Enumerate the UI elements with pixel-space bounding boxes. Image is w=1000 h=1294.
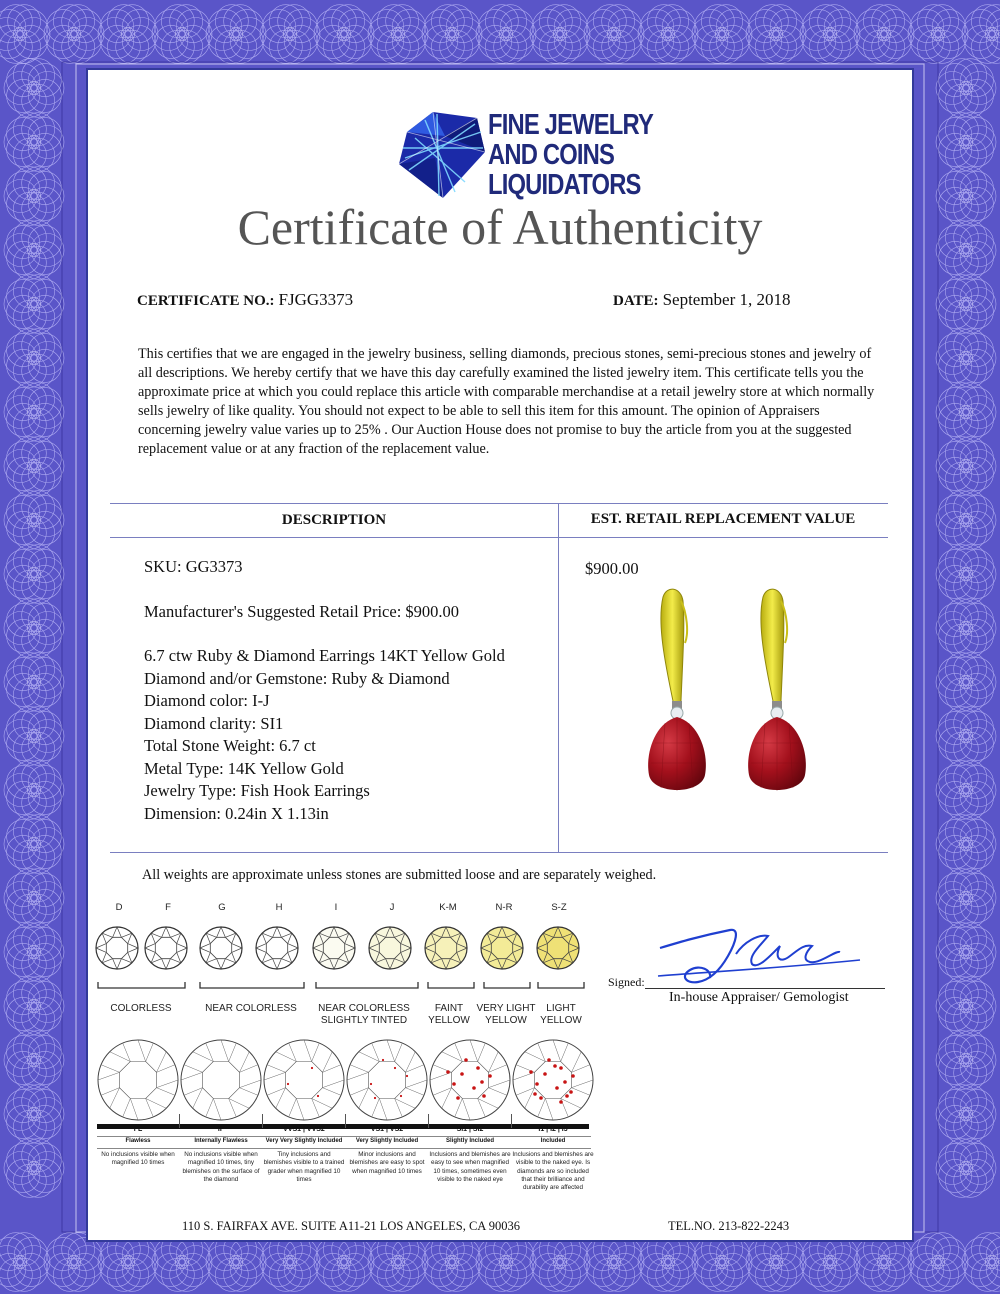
detail-line: Jewelry Type: Fish Hook Earrings: [144, 781, 370, 800]
certificate-date: September 1, 2018: [662, 290, 791, 309]
date-label: DATE:: [613, 293, 659, 309]
clarity-grade-description: Minor inclusions and blemishes are easy to spot when magnified 10 times: [349, 1151, 425, 1175]
color-grade-letter: G: [218, 902, 226, 913]
detail-line: Total Stone Weight: 6.7 ct: [144, 736, 316, 755]
clarity-grade-description: No inclusions visible when magnified 10 times: [101, 1151, 175, 1167]
table-bottom-rule: [110, 852, 888, 853]
clarity-diamond-icon: [513, 1040, 593, 1120]
right-earring: [748, 589, 806, 791]
detail-line: Diamond clarity: SI1: [144, 713, 284, 733]
table-header-rule: [110, 537, 888, 538]
clarity-grade-code: I1 | I2 | I3: [538, 1126, 568, 1133]
clarity-grade-description: Inclusions and blemishes are visible to the naked eye. Is diamonds are so included that their brilliance and durability are affected: [512, 1151, 594, 1192]
logo-line-3: LIQUIDATORS: [488, 169, 641, 201]
logo-line-2: AND COINS: [488, 139, 615, 171]
clarity-grade-name: Slightly Included: [445, 1138, 494, 1144]
certificate-number: FJGG3373: [278, 290, 354, 309]
logo-line-1: FINE JEWELRY: [488, 109, 654, 141]
color-group-label: NEAR COLORLESS: [205, 1003, 297, 1014]
clarity-diamond-icon: [98, 1040, 178, 1120]
signed-label: Signed:: [608, 975, 645, 989]
detail-line: 6.7 ctw Ruby & Diamond Earrings 14KT Yellow Gold: [144, 646, 505, 665]
logo-wordmark: [488, 110, 653, 200]
gem-logo-icon: [395, 108, 490, 203]
color-grade-letter: F: [165, 902, 171, 913]
replacement-value: $900.00: [585, 559, 639, 578]
clarity-diamond-icon: [264, 1040, 344, 1120]
footer-phone: TEL.NO. 213-822-2243: [668, 1219, 790, 1233]
color-gem-icon: [145, 927, 187, 969]
color-grade-letter: H: [275, 902, 283, 913]
table-column-divider: [558, 503, 559, 852]
detail-line: Metal Type: 14K Yellow Gold: [144, 758, 344, 778]
color-group-label: LIGHT YELLOW: [540, 1003, 582, 1026]
signature-line: [645, 988, 885, 989]
color-grade-letter: N-R: [495, 902, 513, 913]
color-gem-icon: [256, 927, 298, 969]
color-gem-icon: [537, 927, 579, 969]
clarity-diamond-icon: [347, 1040, 427, 1120]
color-gem-icon: [313, 927, 355, 969]
earrings-photo: [625, 583, 855, 813]
table-top-rule: [110, 503, 888, 504]
footer-address: 110 S. FAIRFAX AVE. SUITE A11-21 LOS ANGELES, CA 90036: [182, 1219, 520, 1233]
weights-note: All weights are approximate unless stones are submitted loose and are separately weighed.: [142, 867, 657, 883]
clarity-diamond-icon: [181, 1040, 261, 1120]
clarity-grade-code: SI1 | SI2: [456, 1126, 484, 1133]
signature-mark: [640, 912, 880, 992]
appraiser-role: In-house Appraiser/ Gemologist: [669, 990, 849, 1005]
color-gem-row: [90, 918, 590, 990]
clarity-divider: [97, 1148, 591, 1149]
color-grade-letter: J: [389, 902, 395, 913]
color-gem-icon: [369, 927, 411, 969]
certificate-number-row: [137, 290, 353, 310]
clarity-grade-code: FL: [133, 1126, 143, 1133]
sku-text: SKU: GG3373: [144, 557, 243, 576]
intro-paragraph: This certifies that we are engaged in the jewelry business, selling diamonds, precious stones, semi-precious stones and jewelry of all descriptions. We hereby certify that we have this day carefully examined the listed jewelry item. This certificate tells you the approximate price at which you could replace this article with comparable merchandise at a retail jewelry store at which normally sells jewelry of like quality. You should not expect to be able to sell this item for this amount. The opinion of Appraisers concerning jewelry value varies up to 25% . Our Auction House does not promise to buy the article from you at the suggested replacement value or at any fraction of the replacement value.: [138, 346, 875, 457]
clarity-grade-code: VS1 | VS2: [370, 1126, 404, 1133]
color-grade-letter: K-M: [439, 902, 457, 913]
description-header: DESCRIPTION: [281, 512, 387, 528]
certificate-date-row: [613, 290, 791, 310]
clarity-grade-name: Very Slightly Included: [355, 1138, 419, 1144]
color-grade-letter: I: [334, 902, 338, 913]
description-cell: [144, 556, 505, 825]
clarity-grade-description: Inclusions and blemishes are easy to see when magnified 10 times, sometimes even visible to the naked eye: [429, 1151, 511, 1183]
color-gem-icon: [425, 927, 467, 969]
clarity-grade-name: Included: [540, 1138, 566, 1144]
left-earring: [648, 589, 706, 791]
clarity-grade-name: Flawless: [125, 1138, 151, 1144]
clarity-grade-code: IF: [217, 1126, 225, 1133]
value-header: EST. RETAIL REPLACEMENT VALUE: [590, 511, 856, 527]
color-group-label: COLORLESS: [110, 1003, 172, 1014]
clarity-divider: [97, 1136, 591, 1137]
color-grade-letter: S-Z: [551, 902, 567, 913]
color-gem-icon: [200, 927, 242, 969]
color-gem-icon: [481, 927, 523, 969]
clarity-diamond-icon: [430, 1040, 510, 1120]
color-grade-letter: D: [115, 902, 123, 913]
msrp-text: Manufacturer's Suggested Retail Price: $900.00: [144, 601, 460, 621]
detail-line: Diamond and/or Gemstone: Ruby & Diamond: [144, 668, 450, 688]
clarity-grade-code: VVS1 | VVS2: [283, 1126, 325, 1133]
color-gem-icon: [96, 927, 138, 969]
color-group-label: VERY LIGHT YELLOW: [476, 1003, 536, 1026]
clarity-grade-name: Very Very Slightly Included: [265, 1138, 343, 1144]
color-group-label: NEAR COLORLESS SLIGHTLY TINTED: [318, 1003, 410, 1026]
clarity-grade-description: No inclusions visible when magnified 10 times, tiny blemishes on the surface of the diamond: [182, 1151, 260, 1183]
clarity-grade-description: Tiny inclusions and blemishes visible to a trained grader when magnified 10 times: [263, 1151, 345, 1183]
clarity-grade-name: Internally Flawless: [194, 1138, 248, 1144]
certificate-number-label: CERTIFICATE NO.:: [137, 293, 275, 309]
clarity-diagram-row: [96, 1030, 596, 1140]
detail-line: Dimension: 0.24in X 1.13in: [144, 803, 329, 823]
page-title: Certificate of Authenticity: [237, 199, 763, 255]
color-group-label: FAINT YELLOW: [428, 1003, 470, 1026]
detail-line: Diamond color: I-J: [144, 691, 270, 710]
